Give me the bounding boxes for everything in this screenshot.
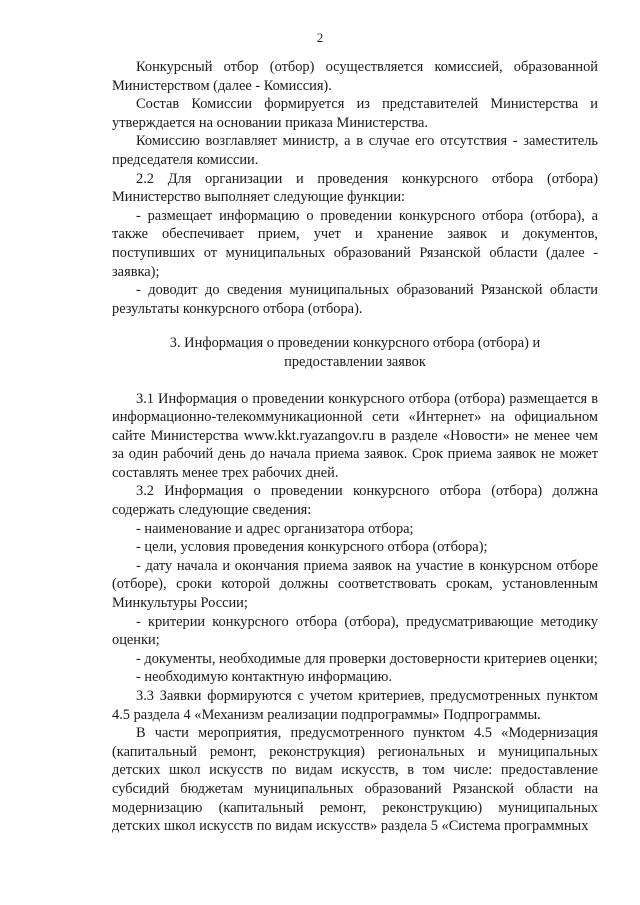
section-heading-line: 3. Информация о проведении конкурсного отбора (отбора) и <box>169 335 541 352</box>
paragraph: Комиссию возглавляет министр, а в случае его отсутствия - заместитель председателя комиссии. <box>112 133 598 168</box>
list-item: - размещает информацию о проведении конкурсного отбора (отбора), а также обеспечивает прием, учет и хранение заявок и документов, поступивших от муниципальных образований Рязанской области (далее - заявка); <box>112 207 598 280</box>
section-heading <box>112 334 598 371</box>
page-number: 2 <box>316 30 324 45</box>
paragraph: В части мероприятия, предусмотренного пунктом 4.5 «Модернизация (капитальный ремонт, реконструкция) региональных и муниципальных детских школ искусств по видам искусств, в том числе: предоставление субсидий бюджетам муниципальных образований Рязанской области на модернизацию (капитальный ремонт, реконструкцию) муниципальных детских школ искусств по видам искусств» раздела 5 «Система программных <box>112 725 598 835</box>
paragraph: 3.1 Информация о проведении конкурсного отбора (отбора) размещается в информационно-телекоммуникационной сети «Интернет» на официальном сайте Министерства www.kkt.ryazangov.ru в разделе «Новости» не менее чем за один рабочий день до начала приема заявок. Срок приема заявок не может составлять менее трех рабочих дней. <box>112 390 598 481</box>
document-body <box>112 58 598 836</box>
list-item: - наименование и адрес организатора отбора; <box>136 520 414 537</box>
list-item: - доводит до сведения муниципальных образований Рязанской области результаты конкурсного отбора (отбора). <box>112 282 598 317</box>
paragraph: 3.3 Заявки формируются с учетом критериев, предусмотренных пунктом 4.5 раздела 4 «Механизм реализации подпрограммы» Подпрограммы. <box>112 688 598 723</box>
paragraph: Конкурсный отбор (отбор) осуществляется комиссией, образованной Министерством (далее - Комиссия). <box>112 59 598 94</box>
paragraph: 3.2 Информация о проведении конкурсного отбора (отбора) должна содержать следующие сведения: <box>112 483 598 519</box>
list-item: - дату начала и окончания приема заявок на участие в конкурсном отборе (отборе), сроки которой должны соответствовать срокам, установленным Минкультуры России; <box>112 557 598 612</box>
paragraph: 2.2 Для организации и проведения конкурсного отбора (отбора) Министерство выполняет следующие функции: <box>112 170 598 206</box>
list-item: - критерии конкурсного отбора (отбора), предусматривающие методику оценки; <box>112 613 598 649</box>
list-item: - необходимую контактную информацию. <box>136 669 392 686</box>
section-heading-line: предоставлении заявок <box>284 353 426 370</box>
list-item: - документы, необходимые для проверки достоверности критериев оценки; <box>136 650 598 667</box>
list-item: - цели, условия проведения конкурсного отбора (отбора); <box>136 539 488 556</box>
paragraph: Состав Комиссии формируется из представителей Министерства и утверждается на основании приказа Министерства. <box>112 96 598 131</box>
